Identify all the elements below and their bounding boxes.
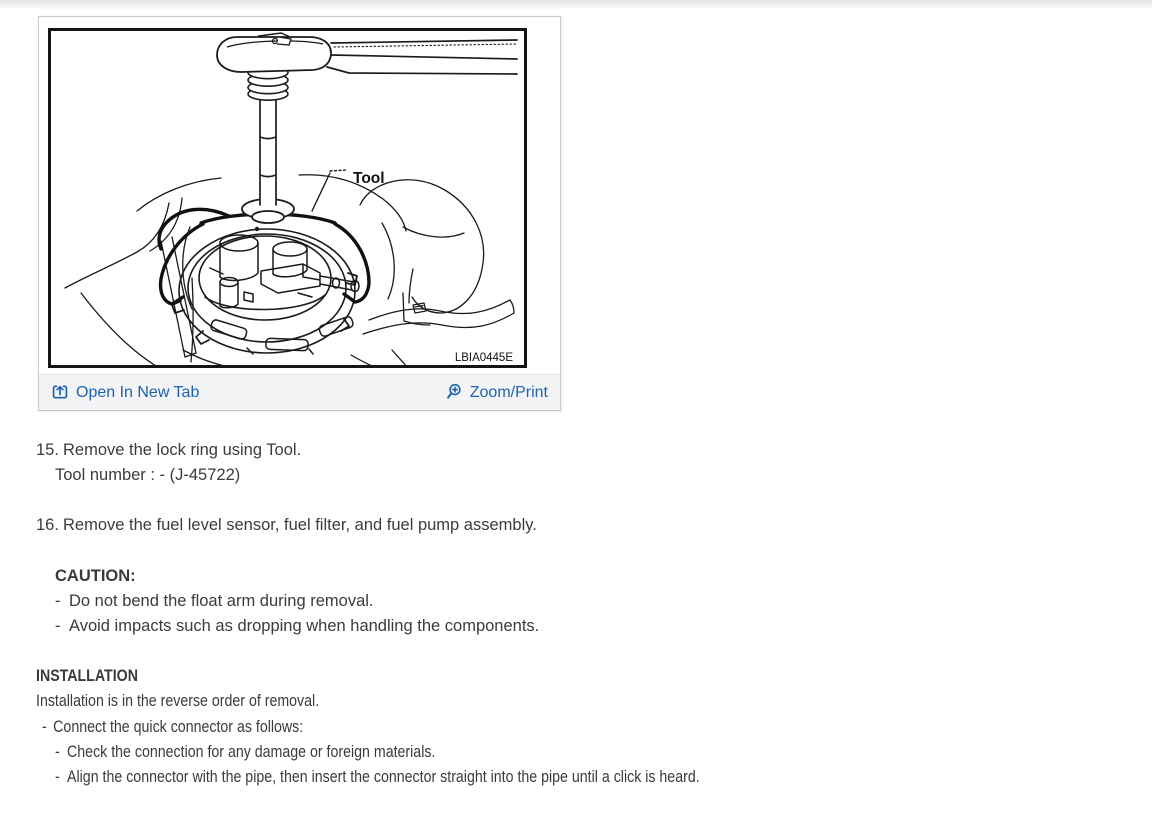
- caution-item: [55, 614, 1152, 639]
- caution-item-text: Do not bend the float arm during removal.: [69, 591, 374, 610]
- figure-code: LBIA0445E: [454, 352, 513, 364]
- step-number: 15.: [36, 441, 59, 459]
- installation-intro: Installation is in the reverse order of removal.: [36, 692, 320, 711]
- magnifier-plus-icon: [445, 383, 463, 401]
- manual-text: [36, 438, 1152, 790]
- open-in-new-tab-label: Open In New Tab: [76, 383, 200, 401]
- zoom-print-link[interactable]: [445, 380, 548, 405]
- step-number: 16.: [36, 516, 59, 535]
- installation-item: [55, 740, 1152, 765]
- figure-frame: [48, 28, 527, 368]
- installation-section: [36, 664, 1152, 790]
- caution-heading: CAUTION:: [55, 566, 136, 585]
- dash-bullet: -: [42, 717, 47, 736]
- top-toolbar-shadow: [0, 0, 1152, 10]
- installation-heading: INSTALLATION: [36, 667, 138, 686]
- step-15: [36, 438, 1152, 463]
- step-text: Remove the fuel level sensor, fuel filter, and fuel pump assembly.: [63, 516, 537, 535]
- tool-label: Tool: [353, 170, 385, 187]
- installation-item-text: Connect the quick connector as follows:: [53, 717, 304, 736]
- dash-bullet: -: [55, 617, 61, 636]
- step-16: [36, 513, 1152, 538]
- installation-item-text: Align the connector with the pipe, then insert the connector straight into the pipe until a click is heard.: [67, 768, 700, 787]
- figure-card: [38, 16, 561, 411]
- open-in-new-tab-link[interactable]: [51, 380, 199, 405]
- open-in-new-tab-icon: [51, 383, 69, 401]
- caution-item: [55, 589, 1152, 614]
- installation-item: [55, 765, 1152, 790]
- dash-bullet: -: [55, 768, 60, 787]
- zoom-print-label: Zoom/Print: [469, 383, 548, 401]
- caution-block: [55, 564, 1152, 640]
- step-text: Remove the lock ring using Tool.: [63, 441, 302, 459]
- dash-bullet: -: [55, 591, 61, 610]
- installation-item: [42, 715, 1152, 740]
- step-15-tool-number: Tool number : - (J-45722): [55, 466, 241, 485]
- figure-illustration: [51, 31, 524, 365]
- caution-item-text: Avoid impacts such as dropping when handling the components.: [69, 617, 540, 636]
- figure-footer: [39, 374, 560, 410]
- dash-bullet: -: [55, 742, 60, 761]
- installation-item-text: Check the connection for any damage or foreign materials.: [67, 742, 436, 761]
